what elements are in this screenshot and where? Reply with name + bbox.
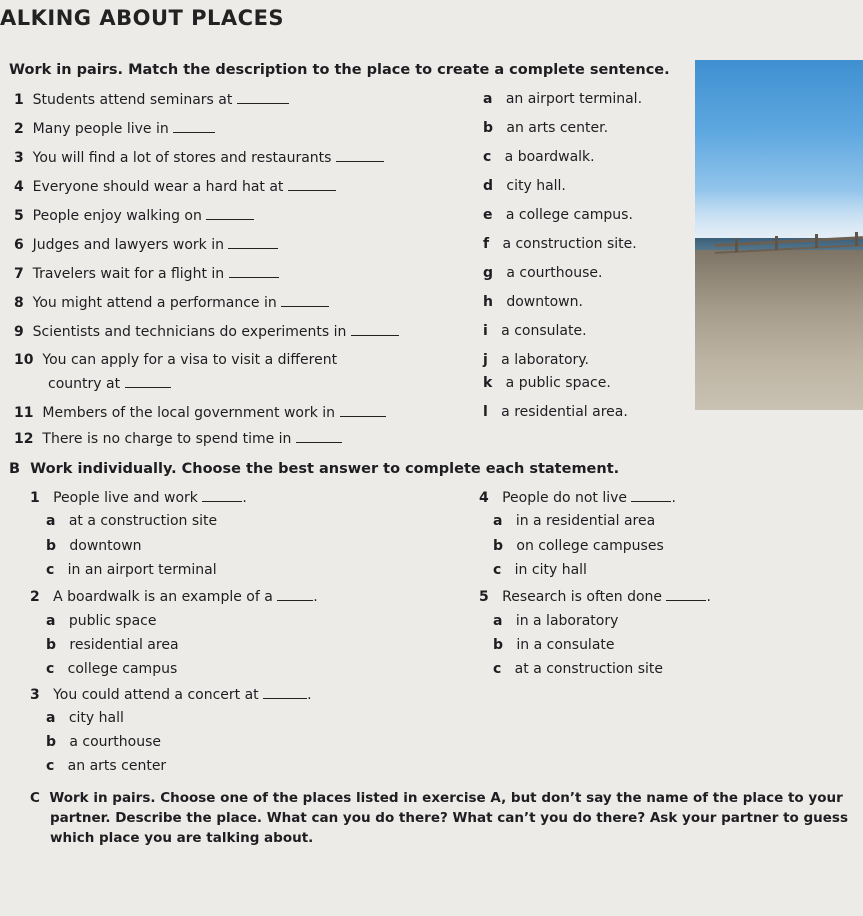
- page-title: ALKING ABOUT PLACES: [0, 6, 285, 30]
- list-item: 9 Scientists and technicians do experiments in: [14, 323, 399, 340]
- option-item: l a residential area.: [483, 404, 628, 420]
- option-item: d city hall.: [483, 178, 566, 194]
- list-item: 1 Students attend seminars at: [14, 91, 289, 108]
- answer-blank[interactable]: [336, 149, 384, 162]
- choice-option[interactable]: a at a construction site: [46, 513, 218, 529]
- list-item: 8 You might attend a performance in: [14, 294, 329, 311]
- list-item: 11 Members of the local government work in: [14, 404, 386, 421]
- option-item: j a laboratory.: [483, 352, 590, 368]
- answer-blank[interactable]: [202, 489, 242, 502]
- option-item: k a public space.: [483, 375, 611, 391]
- option-item: a an airport terminal.: [483, 91, 643, 107]
- choice-option[interactable]: b a courthouse: [46, 734, 162, 750]
- answer-blank[interactable]: [263, 686, 307, 699]
- choice-option[interactable]: c in city hall: [493, 562, 587, 578]
- list-item: 2 Many people live in: [14, 120, 215, 137]
- choice-option[interactable]: a public space: [46, 613, 157, 629]
- choice-option[interactable]: a city hall: [46, 710, 124, 726]
- choice-option[interactable]: c at a construction site: [493, 661, 664, 677]
- answer-blank[interactable]: [237, 91, 289, 104]
- choice-option[interactable]: b residential area: [46, 637, 179, 653]
- answer-blank[interactable]: [296, 430, 342, 443]
- list-item: 6 Judges and lawyers work in: [14, 236, 278, 253]
- answer-blank[interactable]: [228, 236, 278, 249]
- choice-option[interactable]: c college campus: [46, 661, 178, 677]
- answer-blank[interactable]: [288, 178, 336, 191]
- option-item: h downtown.: [483, 294, 583, 310]
- answer-blank[interactable]: [666, 588, 706, 601]
- choice-option[interactable]: b downtown: [46, 538, 142, 554]
- choice-option[interactable]: c an arts center: [46, 758, 167, 774]
- list-item: 3 You will find a lot of stores and restaurants: [14, 149, 384, 166]
- boardwalk-photo: [695, 60, 863, 410]
- list-item: 5 People enjoy walking on: [14, 207, 254, 224]
- answer-blank[interactable]: [173, 120, 215, 133]
- list-item: 12 There is no charge to spend time in: [14, 430, 342, 447]
- option-item: e a college campus.: [483, 207, 633, 223]
- answer-blank[interactable]: [206, 207, 254, 220]
- option-item: c a boardwalk.: [483, 149, 595, 165]
- answer-blank[interactable]: [281, 294, 329, 307]
- choice-option[interactable]: b in a consulate: [493, 637, 615, 653]
- list-item: 4 Everyone should wear a hard hat at: [14, 178, 336, 195]
- exercise-a-instruction: Work in pairs. Match the description to the place to create a complete sentence.: [9, 62, 670, 78]
- list-item-continued: country at: [48, 375, 171, 392]
- list-item: 10 You can apply for a visa to visit a different: [14, 352, 338, 368]
- option-item: f a construction site.: [483, 236, 637, 252]
- option-item: g a courthouse.: [483, 265, 603, 281]
- exercise-b-instruction: B Work individually. Choose the best answer to complete each statement.: [9, 461, 620, 477]
- answer-blank[interactable]: [277, 588, 313, 601]
- choice-option[interactable]: b on college campuses: [493, 538, 664, 554]
- option-item: b an arts center.: [483, 120, 609, 136]
- worksheet-page: ALKING ABOUT PLACES Work in pairs. Match the description to the place to create a complete sentence. 1 Students attend seminars at 2 Many people live in 3 You will find a lot of stores and restaurants 4 Everyone should wear a hard hat at 5 People enjoy walking on 6 Judges and lawyers work in 7 Travelers wait for a flight in 8 You might attend a performance in 9 Scientists and technicians do experiments in 10 You can apply for a visa to visit a different country at 11 Members of the local government work in 12 There is no charge to spend time in a an airport terminal. b an arts center. c a boardwalk. d city hall. e a college campus. f a construction site. g a courthouse. h downtown. i a consulate. j a laboratory. k a public space. l a residential area. B Work individually. Choose the best answer to complete each statement. 1 People live and work . a at a construction site b downtown c in an airport terminal 2 A boardwalk is an example of a . a public space b residential area c college campus 3 You could attend a concert at . a city hall b a courthouse c an arts center 4 People do not live . a in a residential area b on college campuses c in city hall 5 Research is often done . a in a laboratory b in a consulate c at a construction site C Work in pairs. Choose one of the places listed in exercise A, but don’t say the name of the place to your partner. Describe the place. What can you do there? What can’t you do there? Ask your partner to guess which place you are talking about.: [0, 0, 863, 916]
- list-item: 7 Travelers wait for a flight in: [14, 265, 279, 282]
- choice-option[interactable]: a in a residential area: [493, 513, 656, 529]
- answer-blank[interactable]: [351, 323, 399, 336]
- answer-blank[interactable]: [229, 265, 279, 278]
- answer-blank[interactable]: [340, 404, 386, 417]
- choice-option[interactable]: a in a laboratory: [493, 613, 619, 629]
- option-item: i a consulate.: [483, 323, 587, 339]
- answer-blank[interactable]: [631, 489, 671, 502]
- answer-blank[interactable]: [125, 375, 171, 388]
- choice-option[interactable]: c in an airport terminal: [46, 562, 217, 578]
